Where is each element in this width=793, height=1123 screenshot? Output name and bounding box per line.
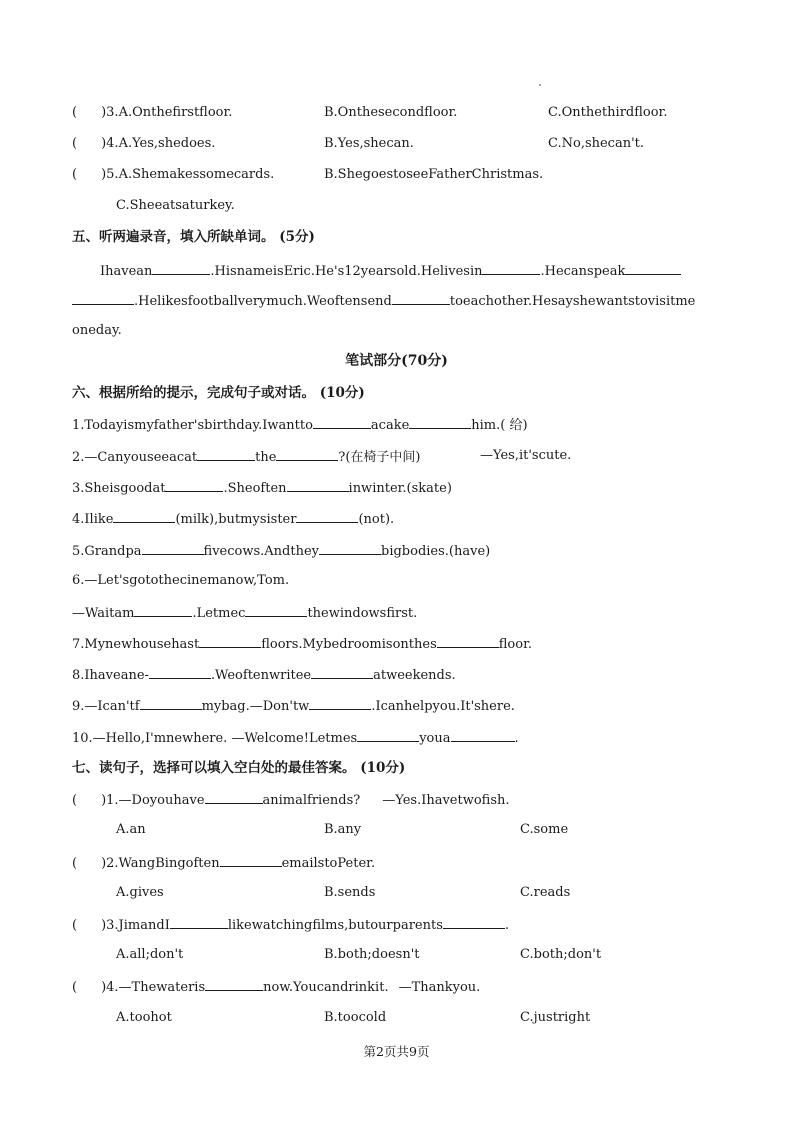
listening-q3-option-c: C.Onthethirdfloor.	[548, 105, 668, 120]
blank[interactable]	[165, 479, 223, 492]
section7-title: 七、读句子，选择可以填入空白处的最佳答案。 (10分)	[72, 760, 406, 776]
listening-q5-option-c: C.Sheeatsaturkey.	[116, 198, 235, 213]
section7-q1-option-c: C.some	[520, 822, 569, 837]
section7-q3-option-b: B.both;doesn't	[324, 947, 420, 962]
written-part-title: 笔试部分(70分)	[345, 353, 448, 369]
section5-line3: oneday.	[72, 323, 122, 338]
section5-title: 五、听两遍录音，填入所缺单词。 (5分)	[72, 229, 315, 245]
blank[interactable]	[205, 791, 263, 804]
listening-q4-option-b: B.Yes,shecan.	[324, 136, 414, 151]
page-footer: 第2页共9页	[363, 1044, 430, 1059]
blank[interactable]	[205, 978, 263, 991]
blank[interactable]	[149, 666, 211, 679]
section6-title: 六、根据所给的提示，完成句子或对话。 (10分)	[72, 385, 365, 401]
section6-s1: 1.Todayismyfather'sbirthday.Iwantto acake him.( 给)	[72, 418, 528, 433]
listening-q3-option-b: B.Onthesecondfloor.	[324, 105, 458, 120]
listening-q5-option-b: B.ShegoestoseeFatherChristmas.	[324, 167, 544, 182]
section7-q4: ( )4.—Thewateris now.Youcandrinkit. —Thankyou.	[72, 980, 481, 995]
section6-s5: 5.Grandpa fivecows.Andthey bigbodies.(have)	[72, 544, 491, 559]
section7-q2-option-a: A.gives	[116, 885, 164, 900]
section7-q1-option-a: A.an	[116, 822, 146, 837]
section7-q1-option-b: B.any	[324, 822, 362, 837]
blank[interactable]	[276, 448, 338, 461]
blank[interactable]	[113, 510, 175, 523]
section6-s2-reply: —Yes,it'scute.	[480, 448, 572, 463]
section7-q3-option-a: A.all;don't	[116, 947, 184, 962]
section5-line2: .Helikesfootballverymuch.Weoftensend toeachother.Hesayshewantstovisitme	[72, 292, 695, 310]
section6-s7: 7.Mynewhousehast floors.Mybedroomisonthes floor.	[72, 637, 532, 652]
section7-q4-option-b: B.toocold	[324, 1010, 387, 1025]
blank[interactable]	[220, 854, 282, 867]
section5-line1: Ihavean .HisnameisEric.He's12yearsold.Helivesin .Hecanspeak	[100, 262, 681, 280]
section6-s10: 10.—Hello,I'mnewhere. —Welcome!Letmes youa .	[72, 731, 519, 746]
section7-q1: ( )1.—Doyouhave animalfriends? —Yes.Ihavetwofish.	[72, 793, 510, 808]
section6-s8: 8.Ihaveane- .Weoftenwritee atweekends.	[72, 668, 456, 683]
blank[interactable]	[319, 542, 381, 555]
blank[interactable]	[134, 604, 192, 617]
blank[interactable]	[309, 697, 371, 710]
section7-q3-option-c: C.both;don't	[520, 947, 602, 962]
section6-s6b: —Waitam .Letmec thewindowsfirst.	[72, 606, 418, 621]
blank[interactable]	[296, 510, 358, 523]
blank[interactable]	[311, 666, 373, 679]
blank[interactable]	[152, 262, 210, 275]
section7-q2-option-c: C.reads	[520, 885, 571, 900]
blank[interactable]	[451, 729, 515, 742]
blank[interactable]	[437, 635, 499, 648]
blank[interactable]	[409, 416, 471, 429]
listening-q4-option-c: C.No,shecan't.	[548, 136, 645, 151]
section6-s4: 4.Ilike (milk),butmysister (not).	[72, 512, 395, 527]
blank[interactable]	[443, 916, 505, 929]
section6-s3: 3.Sheisgoodat .Sheoften inwinter.(skate)	[72, 481, 452, 496]
blank[interactable]	[287, 479, 349, 492]
blank[interactable]	[625, 262, 681, 275]
blank[interactable]	[245, 604, 307, 617]
blank[interactable]	[392, 292, 450, 305]
blank[interactable]	[140, 697, 202, 710]
section7-q4-option-c: C.justright	[520, 1010, 591, 1025]
blank[interactable]	[72, 292, 134, 305]
blank[interactable]	[357, 729, 419, 742]
section6-s9: 9.—Ican'tf mybag.—Don'tw .Icanhelpyou.It'shere.	[72, 699, 515, 714]
blank[interactable]	[197, 448, 255, 461]
listening-q3: ( )3.A.Onthefirstfloor.	[72, 105, 233, 120]
section6-s6a: 6.—Let'sgotothecinemanow,Tom.	[72, 573, 290, 588]
listening-q5: ( )5.A.Shemakessomecards.	[72, 167, 275, 182]
listening-q4: ( )4.A.Yes,shedoes.	[72, 136, 216, 151]
section7-q4-option-a: A.toohot	[116, 1010, 172, 1025]
stray-dot	[539, 84, 541, 86]
section6-s2: 2.—Canyouseeacat the ?(在椅子中间)	[72, 450, 421, 465]
blank[interactable]	[313, 416, 371, 429]
section7-q3: ( )3.JimandI likewatchingfilms,butourparents .	[72, 918, 510, 933]
section7-q2-option-b: B.sends	[324, 885, 376, 900]
section7-q2: ( )2.WangBingoften emailstoPeter.	[72, 856, 376, 871]
blank[interactable]	[170, 916, 228, 929]
blank[interactable]	[482, 262, 540, 275]
blank[interactable]	[199, 635, 261, 648]
blank[interactable]	[142, 542, 204, 555]
